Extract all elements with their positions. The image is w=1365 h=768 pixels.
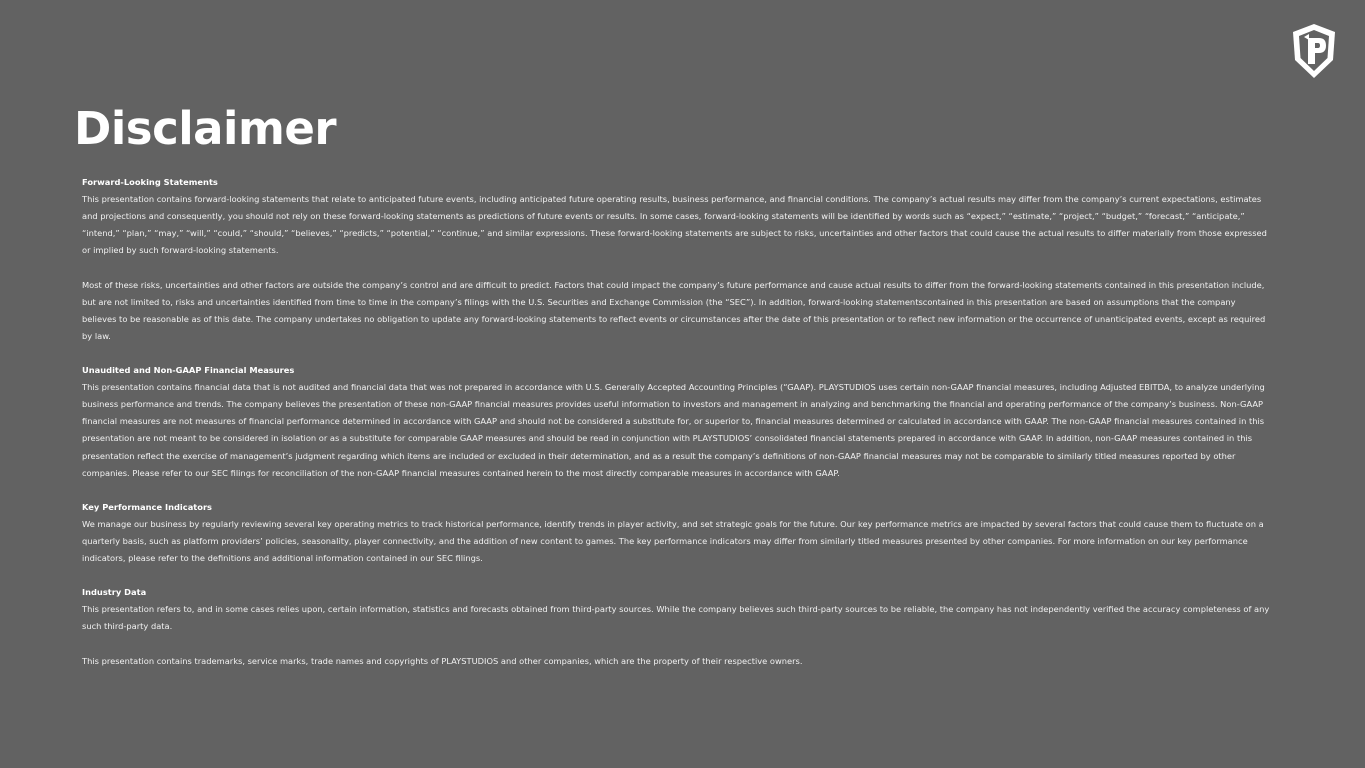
non-gaap-paragraph: This presentation contains financial data that is not audited and financial data that was not prepared in accordance with U.S. Generally Accepted Accounting Principles (“GAAP). PLAYSTUDIOS uses certain non-GAAP financial measures, including Adjusted EBITDA, to analyze underlying business performance and trends. The company believes the presentation of these non-GAAP financial measures provides useful information to investors and management in analyzing and benchmarking the financial and operating performance of the company’s business. Non-GAAP financial measures are not measures of financial performance determined in accordance with GAAP and should not be considered a substitute for, or superior to, financial measures determined or calculated in accordance with GAAP. The non-GAAP financial measures contained in this presentation are not meant to be considered in isolation or as a substitute for comparable GAAP measures and should be read in conjunction with PLAYSTUDIOS’ consolidated financial statements prepared in accordance with GAAP. In addition, non-GAAP measures contained in this presentation reflect the exercise of management’s judgment regarding which items are included or excluded in their determination, and as a result the company’s definitions of non-GAAP financial measures may not be comparable to similarly titled measures reported by other companies. Please refer to our SEC filings for reconciliation of the non-GAAP financial measures contained herein to the most directly comparable measures in accordance with GAAP. — [82, 382, 1265, 478]
section-heading-industry-data: Industry Data — [82, 587, 147, 598]
trademark-notice: This presentation contains trademarks, service marks, trade names and copyrights of PLAYSTUDIOS and other companies, which are the property of their respective owners. — [82, 655, 803, 666]
playstudios-logo-icon — [1290, 22, 1338, 80]
section-heading-kpi: Key Performance Indicators — [82, 501, 212, 512]
disclaimer-body — [82, 174, 1270, 670]
industry-data-paragraph: This presentation refers to, and in some cases relies upon, certain information, statistics and forecasts obtained from third-party sources. While the company believes such third-party sources to be reliable, the company has not independently verified the accuracy completeness of any such third-party data. — [82, 604, 1270, 632]
forward-looking-paragraph-2: Most of these risks, uncertainties and other factors are outside the company’s control and are difficult to predict. Factors that could impact the company’s future performance and cause actual results to differ from the forward-looking statements contained in this presentation include, but are not limited to, risks and uncertainties identified from time to time in the company’s filings with the U.S. Securities and Exchange Commission (the “SEC”). In addition, forward-looking statementscontained in this presentation are based on assumptions that the company believes to be reasonable as of this date. The company undertakes no obligation to update any forward-looking statements to reflect events or circumstances after the date of this presentation or to reflect new information or the occurrence of unanticipated events, except as required by law. — [82, 279, 1266, 341]
section-heading-forward-looking: Forward-Looking Statements — [82, 177, 218, 187]
kpi-paragraph: We manage our business by regularly reviewing several key operating metrics to track historical performance, identify trends in player activity, and set strategic goals for the future. Our key performance metrics are impacted by several factors that could cause them to fluctuate on a quarterly basis, such as platform providers’ policies, seasonality, player connectivity, and the addition of new content to games. The key performance indicators may differ from similarly titled measures presented by other companies. For more information on our key performance indicators, please refer to the definitions and additional information contained in our SEC filings. — [82, 518, 1264, 564]
forward-looking-paragraph-1: This presentation contains forward-looking statements that relate to anticipated future events, including anticipated future operating results, business performance, and financial conditions. The company’s actual results may differ from the company’s current expectations, estimates and projections and consequently, you should not rely on these forward-looking statements as predictions of future events or results. In some cases, forward-looking statements will be identified by words such as “expect,” “estimate,” “project,” “budget,” “forecast,” “anticipate,” “intend,” “plan,” “may,” “will,” “could,” “should,” “believes,” “predicts,” “potential,” “continue,” and similar expressions. These forward-looking statements are subject to risks, uncertainties and other factors that could cause the actual results to differ materially from those expressed or implied by such forward-looking statements. — [82, 194, 1267, 256]
section-heading-non-gaap: Unaudited and Non-GAAP Financial Measures — [82, 365, 295, 376]
page-title: Disclaimer — [74, 102, 337, 155]
